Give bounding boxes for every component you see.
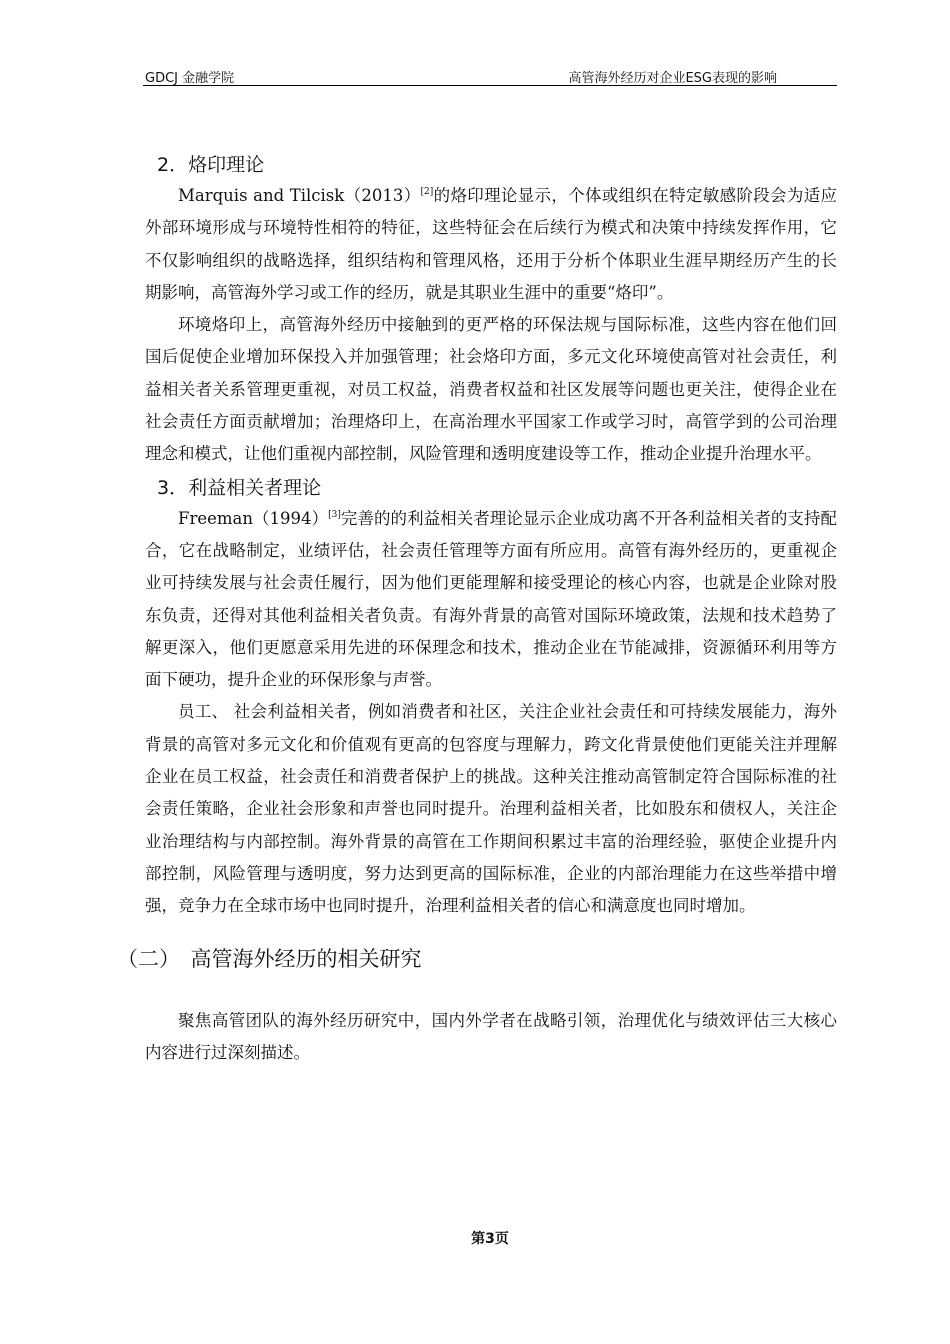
page-header	[143, 66, 837, 86]
section-heading-imprinting-theory: 2．烙印理论	[157, 154, 265, 176]
paragraph: 员工、 社会利益相关者，例如消费者和社区，关注企业社会责任和可持续发展能力，海外背景的高管对多元文化和价值观有更高的包容度与理解力，跨文化背景使他们更能关注并理解企业在员工权益，社会责任和消费者保护上的挑战。这种关注推动高管制定符合国际标准的社会责任策略，企业社会形象和声誉也同时提升。治理利益相关者，比如股东和债权人，关注企业治理结构与内部控制。海外背景的高管在工作期间积累过丰富的治理经验，驱使企业提升内部控制，风险管理与透明度，努力达到更高的国际标准，企业的内部治理能力在这些举措中增强，竞争力在全球市场中也同时提升，治理利益相关者的信心和满意度也同时增加。	[145, 702, 837, 916]
paragraph-text: 完善的的利益相关者理论显示企业成功离不开各利益相关者的支持配合，它在战略制定，业绩评估，社会责任管理等方面有所应用。高管有海外经历的，更重视企业可持续发展与社会责任履行，因为他们更能理解和接受理论的核心内容，也就是企业除对股东负责，还得对其他利益相关者负责。有海外背景的高管对国际环境政策，法规和技术趋势了解更深入，他们更愿意采用先进的环保理念和技术，推动企业在节能减排，资源循环利用等方面下硬功，提升企业的环保形象与声誉。	[145, 508, 838, 690]
paragraph-text: Marquis and Tilcisk（2013）	[178, 186, 421, 205]
header-institution: GDCJ 金融学院	[145, 71, 235, 86]
paragraph	[145, 180, 837, 309]
header-title: 高管海外经历对企业ESG表现的影响	[568, 71, 777, 86]
paragraph-text: 的烙印理论显示，个体或组织在特定敏感阶段会为适应外部环境形成与环境特性相符的特征，这些特征会在后续行为模式和决策中持续发挥作用，它不仅影响组织的战略选择，组织结构和管理风格，还用于分析个体职业生涯早期经历产生的长期影响，高管海外学习或工作的经历，就是其职业生涯中的重要“烙印”。	[145, 186, 838, 302]
page-number: 第3页	[471, 1231, 509, 1247]
paragraph	[145, 503, 837, 697]
paragraph: 环境烙印上，高管海外经历中接触到的更严格的环保法规与国际标准，这些内容在他们回国后促使企业增加环保投入并加强管理；社会烙印方面，多元文化环境使高管对社会责任，利益相关者关系管理更重视，对员工权益，消费者权益和社区发展等问题也更关注，使得企业在社会责任方面贡献增加；治理烙印上，在高治理水平国家工作或学习时，高管学到的公司治理理念和模式，让他们重视内部控制，风险管理和透明度建设等工作，推动企业提升治理水平。	[145, 315, 837, 464]
page-content	[117, 150, 838, 1069]
citation-ref: [3]	[328, 509, 341, 520]
paragraph-text: Freeman（1994）	[178, 508, 329, 528]
section-heading-related-research: （二） 高管海外经历的相关研究	[117, 946, 422, 971]
citation-ref: [2]	[420, 187, 434, 197]
section-heading-stakeholder-theory: 3．利益相关者理论	[157, 476, 322, 499]
paragraph: 聚焦高管团队的海外经历研究中，国内外学者在战略引领，治理优化与绩效评估三大核心内容进行过深刻描述。	[145, 1010, 837, 1062]
